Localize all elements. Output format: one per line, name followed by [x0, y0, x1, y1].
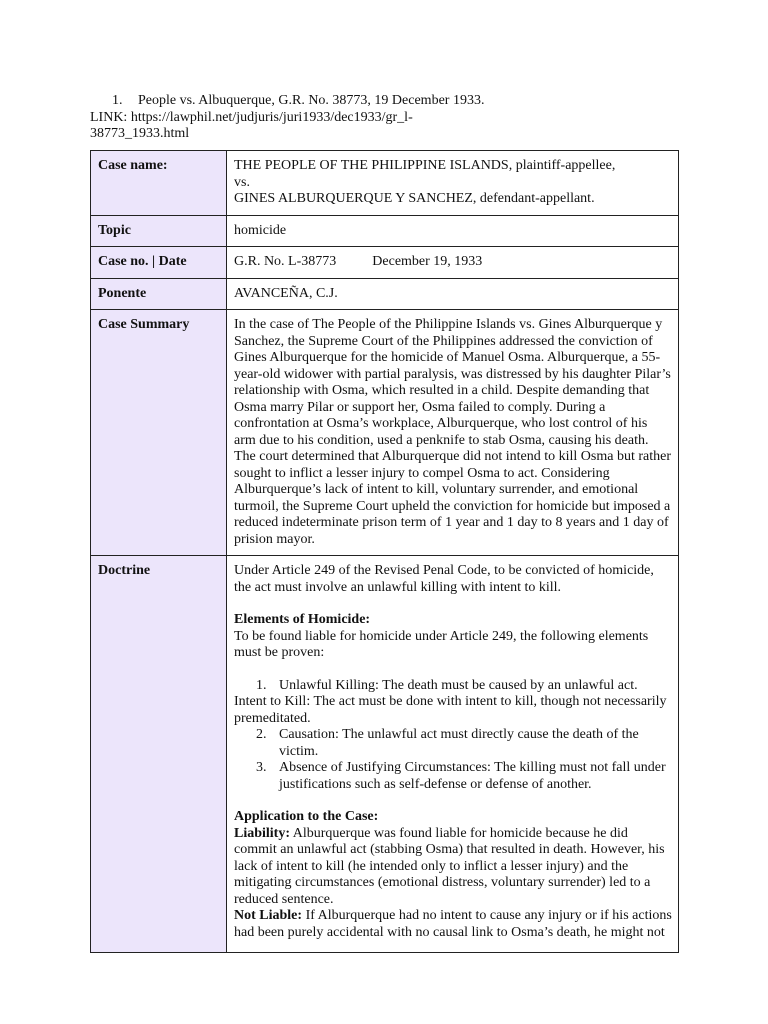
application-heading: Application to the Case: — [234, 809, 379, 824]
case-title-line — [90, 93, 690, 110]
value-ponente: AVANCEÑA, C.J. — [227, 278, 679, 310]
doctrine-intro: Under Article 249 of the Revised Penal Code, to be convicted of homicide, the act must involve an unlawful killing with intent to kill. — [234, 563, 654, 595]
value-topic: homicide — [227, 215, 679, 247]
elements-list-cont — [234, 727, 672, 793]
value-doctrine — [227, 556, 679, 953]
elements-intro: To be found liable for homicide under Article 249, the following elements must be proven: — [234, 628, 649, 660]
row-topic — [91, 215, 679, 247]
case-date: December 19, 1933 — [372, 254, 483, 269]
row-case-no — [91, 247, 679, 279]
value-case-summary: In the case of The People of the Philippine Islands vs. Gines Alburquerque y Sanchez, the Supreme Court of the Philippines addressed the conviction of Gines Alburquerque for the homicide of Manuel Osma. Alburquerque, a 55-year-old widower with partial paralysis, was distressed by his daughter Pilar’s relationship with Osma, which resulted in a child. Despite demanding that Osma marry Pilar or support her, Osma failed to comply. During a confrontation at Osma’s workplace, Alburquerque, who lost control of his arm due to his condition, used a penknife to stab Osma, causing his death. The court determined that Alburquerque did not intend to kill Osma but rather sought to inflict a lesser injury to compel Osma to act. Considering Alburquerque’s lack of intent to kill, voluntary surrender, and emotional turmoil, the Supreme Court upheld the conviction for homicide but imposed a reduced indeterminate prison term of 1 year and 1 day to 8 years and 1 day of prision mayor. — [227, 310, 679, 556]
case-name-parties-2: GINES ALBURQUERQUE Y SANCHEZ, defendant-appellant. — [234, 191, 595, 206]
label-case-name: Case name: — [91, 151, 227, 216]
case-link[interactable] — [90, 110, 690, 143]
case-name-vs: vs. — [234, 174, 250, 190]
element-continuation: Intent to Kill: The act must be done with intent to kill, though not necessarily premeditated. — [234, 694, 667, 726]
case-number: G.R. No. L-38773 — [234, 254, 337, 269]
list-item: 3. Absence of Justifying Circumstances: The killing must not fall under justifications such as self-defense or defense of another. — [256, 760, 666, 792]
row-case-summary — [91, 310, 679, 556]
row-case-name — [91, 151, 679, 216]
row-doctrine — [91, 556, 679, 953]
list-item: 2. Causation: The unlawful act must directly cause the death of the victim. — [256, 727, 639, 759]
list-number: 1. — [112, 93, 123, 108]
label-case-no: Case no. | Date — [91, 247, 227, 279]
label-ponente: Ponente — [91, 278, 227, 310]
not-liable-paragraph: Not Liable: If Alburquerque had no intent to cause any injury or if his actions had been purely accidental with no causal link to Osma’s death, he might not — [234, 908, 672, 940]
value-case-name — [227, 151, 679, 216]
label-topic: Topic — [91, 215, 227, 247]
elements-heading: Elements of Homicide: — [234, 612, 371, 627]
elements-list — [234, 678, 672, 695]
value-case-no — [227, 247, 679, 279]
row-ponente — [91, 278, 679, 310]
liability-paragraph: Liability: Alburquerque was found liable for homicide because he did commit an unlawful act (stabbing Osma) that resulted in death. However, his lack of intent to kill (he intended only to inflict a lesser injury) and the mitigating circumstances (emotional distress, voluntary surrender) led to a reduced sentence. — [234, 825, 665, 907]
case-link-line1[interactable]: LINK: https://lawphil.net/judjuris/juri1933/dec1933/gr_l- — [90, 109, 413, 125]
label-case-summary: Case Summary — [91, 310, 227, 556]
case-name-parties-1: THE PEOPLE OF THE PHILIPPINE ISLANDS, plaintiff-appellee, — [234, 158, 616, 173]
case-title: People vs. Albuquerque, G.R. No. 38773, 19 December 1933. — [138, 93, 485, 108]
case-link-line2[interactable]: 38773_1933.html — [90, 126, 190, 141]
case-heading — [90, 93, 690, 143]
label-doctrine: Doctrine — [91, 556, 227, 953]
case-digest-table — [90, 150, 679, 953]
list-item: 1. Unlawful Killing: The death must be caused by an unlawful act. — [256, 677, 638, 693]
